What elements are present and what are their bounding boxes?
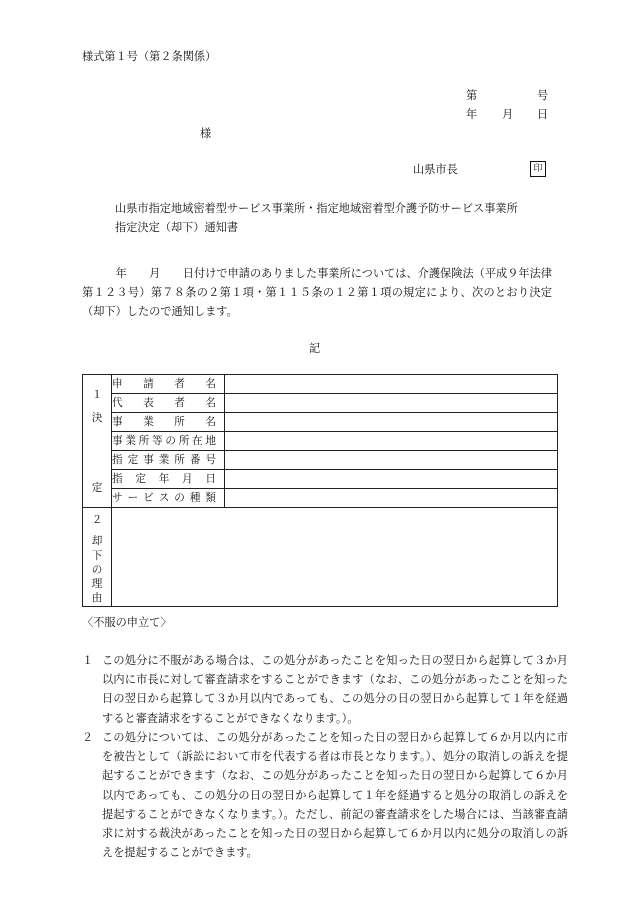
- form-number: 様式第１号（第２条関係）: [82, 50, 217, 63]
- service-type-value[interactable]: [225, 489, 558, 508]
- office-address-value[interactable]: [225, 432, 558, 451]
- document-number-label: 第: [466, 89, 478, 102]
- row-label: 事業所等の所在地: [112, 432, 225, 451]
- body-paragraph: 年 月 日付けで申請のありました事業所については、介護保険法（平成９年法律第１２３号）第７８条の２第１項・第１１５条の１２第１項の規定により、次のとおり決定（却下）したので通知します。: [82, 267, 552, 318]
- appeal-item-text: この処分に不服がある場合は、この処分があったことを知った日の翌日から起算して３か月以内に市長に対して審査請求をすることができます（なお、この処分があったことを知った日の翌日から起算して３か月以内であっても、この処分の日の翌日から起算して１年を経過すると審査請求をすることができなくなります。）。: [102, 654, 568, 725]
- appeal-item-text: この処分については、この処分があったことを知った日の翌日から起算して６か月以内に市を被告として（訴訟において市を代表する者は市長となります。）、処分の取消しの訴えを提起することができます（なお、この処分があったことを知った日の翌日から起算して６か月以内であっても、この処分の日の翌日から起算して１年を経過すると処分の取消しの訴えを提起することができなくなります。）。ただし、前記の審査請求をした場合には、当該審査請求に対する裁決があったことを知った日の翌日から起算して６か月以内に処分の取消しの訴えを提起することができます。: [102, 731, 568, 860]
- section2-char: 下: [91, 549, 103, 562]
- section2-char: の: [91, 563, 103, 576]
- row-label: サービスの種類: [112, 489, 225, 508]
- table-row: [83, 432, 558, 451]
- ki-heading: 記: [309, 342, 321, 355]
- table-row: [83, 394, 558, 413]
- row-label: 指定事業所番号: [112, 451, 225, 470]
- appeal-item-number: ２: [82, 731, 94, 744]
- row-label: 事業所名: [112, 413, 225, 432]
- row-label: 申請者名: [112, 375, 225, 394]
- table-row: [83, 413, 558, 432]
- table-row: [83, 470, 558, 489]
- addressee-suffix: 様: [200, 127, 212, 140]
- section1-char-top: 決: [91, 411, 103, 424]
- date-month-label: 月: [502, 108, 514, 121]
- seal-label: 印: [533, 163, 543, 174]
- table-row: [83, 375, 558, 394]
- document-title-line1: 山県市指定地域密着型サービス事業所・指定地域密着型介護予防サービス事業所: [115, 202, 518, 215]
- applicant-name-value[interactable]: [225, 375, 558, 394]
- seal-stamp: [530, 161, 546, 177]
- issuer-mayor: 山県市長: [413, 163, 458, 176]
- document-title-line2: 指定決定（却下）通知書: [115, 221, 239, 234]
- appeal-item: [82, 728, 568, 862]
- section1-side-label: [83, 375, 112, 508]
- office-number-value[interactable]: [225, 451, 558, 470]
- section2-number: ２: [91, 514, 103, 526]
- row-label: 指定年月日: [112, 470, 225, 489]
- office-name-value[interactable]: [225, 413, 558, 432]
- row-label: 代表者名: [112, 394, 225, 413]
- representative-name-value[interactable]: [225, 394, 558, 413]
- appeal-item: [82, 651, 568, 728]
- appeal-item-number: １: [82, 654, 94, 667]
- section1-number: １: [91, 388, 103, 401]
- document-number-suffix: 号: [537, 89, 549, 102]
- section2-char: 却: [91, 535, 103, 548]
- date-year-label: 年: [466, 108, 478, 121]
- table-row: [83, 451, 558, 470]
- date-day-label: 日: [537, 108, 549, 121]
- table-row: [83, 489, 558, 508]
- section2-char: 由: [91, 592, 103, 605]
- section1-char-bottom: 定: [91, 481, 103, 494]
- table-row: [83, 508, 558, 607]
- designation-date-value[interactable]: [225, 470, 558, 489]
- section2-side-label: [83, 508, 112, 607]
- appeal-heading: 〈不服の申立て〉: [82, 616, 172, 629]
- section2-char: 理: [91, 578, 103, 591]
- decision-table: [82, 374, 558, 607]
- rejection-reason-value[interactable]: [112, 508, 558, 607]
